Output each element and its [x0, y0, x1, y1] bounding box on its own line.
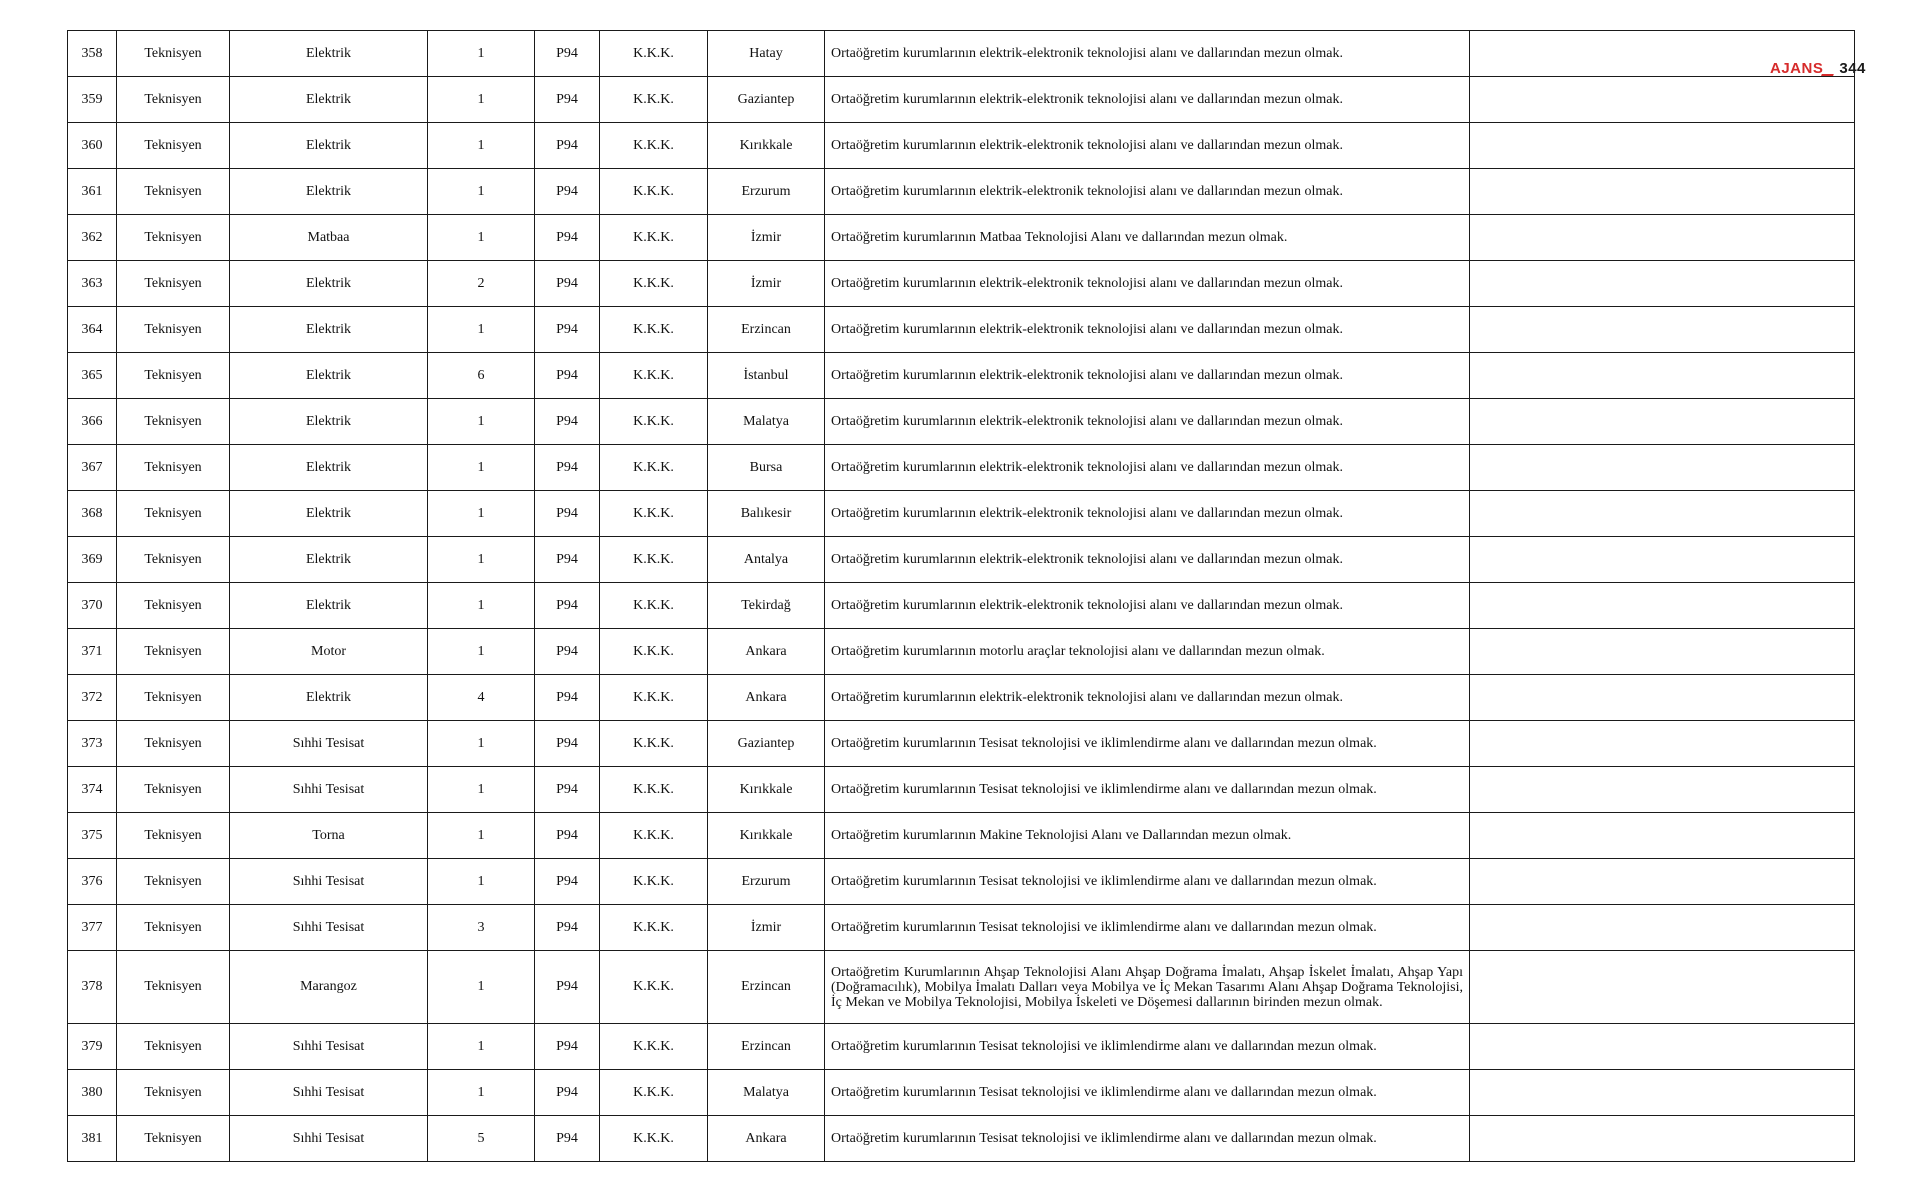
position-title-cell: Teknisyen [117, 123, 230, 169]
requirement-cell: Ortaöğretim kurumlarının Makine Teknolojisi Alanı ve Dallarından mezun olmak. [825, 813, 1470, 859]
row-number-cell: 361 [68, 169, 117, 215]
city-cell: Kırıkkale [708, 123, 825, 169]
row-number-cell: 367 [68, 445, 117, 491]
unit-cell: K.K.K. [600, 583, 708, 629]
city-cell: Ankara [708, 675, 825, 721]
table-row [68, 215, 1855, 261]
quota-count-cell: 1 [428, 583, 535, 629]
kpss-code-cell: P94 [535, 1070, 600, 1116]
table-row [68, 813, 1855, 859]
branch-cell: Elektrik [230, 445, 428, 491]
unit-cell: K.K.K. [600, 1116, 708, 1162]
notes-cell [1470, 951, 1855, 1024]
city-cell: Hatay [708, 31, 825, 77]
branch-cell: Elektrik [230, 675, 428, 721]
requirement-cell: Ortaöğretim kurumlarının Tesisat teknolojisi ve iklimlendirme alanı ve dallarından mezun olmak. [825, 1116, 1470, 1162]
row-number-cell: 358 [68, 31, 117, 77]
row-number-cell: 369 [68, 537, 117, 583]
branch-cell: Elektrik [230, 353, 428, 399]
notes-cell [1470, 675, 1855, 721]
unit-cell: K.K.K. [600, 77, 708, 123]
quota-count-cell: 1 [428, 813, 535, 859]
position-title-cell: Teknisyen [117, 445, 230, 491]
notes-cell [1470, 307, 1855, 353]
row-number-cell: 373 [68, 721, 117, 767]
notes-cell [1470, 1070, 1855, 1116]
row-number-cell: 381 [68, 1116, 117, 1162]
requirement-cell: Ortaöğretim kurumlarının Tesisat teknolojisi ve iklimlendirme alanı ve dallarından mezun olmak. [825, 767, 1470, 813]
row-number-cell: 364 [68, 307, 117, 353]
branch-cell: Torna [230, 813, 428, 859]
position-title-cell: Teknisyen [117, 1116, 230, 1162]
unit-cell: K.K.K. [600, 905, 708, 951]
kpss-code-cell: P94 [535, 261, 600, 307]
table-row [68, 537, 1855, 583]
city-cell: Erzincan [708, 307, 825, 353]
table-row [68, 767, 1855, 813]
quota-count-cell: 1 [428, 1024, 535, 1070]
table-row [68, 399, 1855, 445]
branch-cell: Elektrik [230, 307, 428, 353]
notes-cell [1470, 629, 1855, 675]
position-title-cell: Teknisyen [117, 629, 230, 675]
requirement-cell: Ortaöğretim kurumlarının elektrik-elektronik teknolojisi alanı ve dallarından mezun olmak. [825, 491, 1470, 537]
branch-cell: Elektrik [230, 31, 428, 77]
unit-cell: K.K.K. [600, 353, 708, 399]
table-row [68, 1116, 1855, 1162]
kpss-code-cell: P94 [535, 767, 600, 813]
requirement-cell: Ortaöğretim kurumlarının Tesisat teknolojisi ve iklimlendirme alanı ve dallarından mezun olmak. [825, 721, 1470, 767]
city-cell: Balıkesir [708, 491, 825, 537]
city-cell: Kırıkkale [708, 813, 825, 859]
quota-count-cell: 2 [428, 261, 535, 307]
table-row [68, 445, 1855, 491]
quota-count-cell: 1 [428, 169, 535, 215]
table-row [68, 583, 1855, 629]
unit-cell: K.K.K. [600, 859, 708, 905]
notes-cell [1470, 399, 1855, 445]
city-cell: Malatya [708, 1070, 825, 1116]
requirement-cell: Ortaöğretim kurumlarının elektrik-elektronik teknolojisi alanı ve dallarından mezun olmak. [825, 123, 1470, 169]
notes-cell [1470, 813, 1855, 859]
notes-cell [1470, 123, 1855, 169]
table-row [68, 307, 1855, 353]
logo-text-ajans: AJANS [1770, 59, 1824, 77]
table-row [68, 353, 1855, 399]
city-cell: İzmir [708, 215, 825, 261]
unit-cell: K.K.K. [600, 1024, 708, 1070]
row-number-cell: 362 [68, 215, 117, 261]
requirement-cell: Ortaöğretim kurumlarının Matbaa Teknolojisi Alanı ve dallarından mezun olmak. [825, 215, 1470, 261]
row-number-cell: 371 [68, 629, 117, 675]
quota-count-cell: 4 [428, 675, 535, 721]
unit-cell: K.K.K. [600, 537, 708, 583]
position-title-cell: Teknisyen [117, 951, 230, 1024]
position-title-cell: Teknisyen [117, 353, 230, 399]
city-cell: Erzincan [708, 951, 825, 1024]
unit-cell: K.K.K. [600, 307, 708, 353]
notes-cell [1470, 445, 1855, 491]
branch-cell: Elektrik [230, 169, 428, 215]
row-number-cell: 370 [68, 583, 117, 629]
table-row [68, 675, 1855, 721]
unit-cell: K.K.K. [600, 261, 708, 307]
quota-count-cell: 1 [428, 767, 535, 813]
quota-count-cell: 1 [428, 859, 535, 905]
branch-cell: Sıhhi Tesisat [230, 767, 428, 813]
quota-count-cell: 1 [428, 1070, 535, 1116]
requirement-cell: Ortaöğretim kurumlarının elektrik-elektronik teknolojisi alanı ve dallarından mezun olmak. [825, 307, 1470, 353]
branch-cell: Sıhhi Tesisat [230, 721, 428, 767]
quota-count-cell: 6 [428, 353, 535, 399]
kpss-code-cell: P94 [535, 813, 600, 859]
city-cell: İzmir [708, 905, 825, 951]
unit-cell: K.K.K. [600, 721, 708, 767]
kpss-code-cell: P94 [535, 537, 600, 583]
city-cell: Erzurum [708, 169, 825, 215]
city-cell: İstanbul [708, 353, 825, 399]
requirement-cell: Ortaöğretim kurumlarının Tesisat teknolojisi ve iklimlendirme alanı ve dallarından mezun olmak. [825, 859, 1470, 905]
branch-cell: Elektrik [230, 399, 428, 445]
kpss-code-cell: P94 [535, 721, 600, 767]
quota-count-cell: 1 [428, 399, 535, 445]
notes-cell [1470, 491, 1855, 537]
row-number-cell: 363 [68, 261, 117, 307]
notes-cell [1470, 1024, 1855, 1070]
quota-count-cell: 1 [428, 307, 535, 353]
branch-cell: Sıhhi Tesisat [230, 905, 428, 951]
kpss-code-cell: P94 [535, 399, 600, 445]
branch-cell: Elektrik [230, 123, 428, 169]
position-title-cell: Teknisyen [117, 813, 230, 859]
position-title-cell: Teknisyen [117, 1070, 230, 1116]
city-cell: Erzurum [708, 859, 825, 905]
kpss-code-cell: P94 [535, 169, 600, 215]
kpss-code-cell: P94 [535, 951, 600, 1024]
kpss-code-cell: P94 [535, 491, 600, 537]
quota-count-cell: 1 [428, 123, 535, 169]
city-cell: Tekirdağ [708, 583, 825, 629]
position-title-cell: Teknisyen [117, 859, 230, 905]
table-row [68, 1024, 1855, 1070]
branch-cell: Elektrik [230, 491, 428, 537]
city-cell: Bursa [708, 445, 825, 491]
position-title-cell: Teknisyen [117, 399, 230, 445]
table-row [68, 77, 1855, 123]
position-title-cell: Teknisyen [117, 169, 230, 215]
kpss-code-cell: P94 [535, 905, 600, 951]
unit-cell: K.K.K. [600, 1070, 708, 1116]
row-number-cell: 372 [68, 675, 117, 721]
unit-cell: K.K.K. [600, 169, 708, 215]
branch-cell: Elektrik [230, 261, 428, 307]
unit-cell: K.K.K. [600, 675, 708, 721]
row-number-cell: 376 [68, 859, 117, 905]
kpss-code-cell: P94 [535, 1024, 600, 1070]
branch-cell: Elektrik [230, 77, 428, 123]
city-cell: Ankara [708, 1116, 825, 1162]
position-title-cell: Teknisyen [117, 905, 230, 951]
city-cell: Ankara [708, 629, 825, 675]
kpss-code-cell: P94 [535, 31, 600, 77]
requirement-cell: Ortaöğretim kurumlarının elektrik-elektronik teknolojisi alanı ve dallarından mezun olmak. [825, 399, 1470, 445]
notes-cell [1470, 859, 1855, 905]
branch-cell: Matbaa [230, 215, 428, 261]
branch-cell: Marangoz [230, 951, 428, 1024]
table-row [68, 721, 1855, 767]
notes-cell [1470, 353, 1855, 399]
row-number-cell: 374 [68, 767, 117, 813]
requirement-cell: Ortaöğretim kurumlarının Tesisat teknolojisi ve iklimlendirme alanı ve dallarından mezun olmak. [825, 1024, 1470, 1070]
unit-cell: K.K.K. [600, 445, 708, 491]
unit-cell: K.K.K. [600, 767, 708, 813]
city-cell: Erzincan [708, 1024, 825, 1070]
row-number-cell: 359 [68, 77, 117, 123]
table-row [68, 1070, 1855, 1116]
quota-count-cell: 1 [428, 951, 535, 1024]
notes-cell [1470, 77, 1855, 123]
position-title-cell: Teknisyen [117, 77, 230, 123]
kpss-code-cell: P94 [535, 629, 600, 675]
kpss-code-cell: P94 [535, 583, 600, 629]
city-cell: Kırıkkale [708, 767, 825, 813]
requirement-cell: Ortaöğretim kurumlarının Tesisat teknolojisi ve iklimlendirme alanı ve dallarından mezun olmak. [825, 905, 1470, 951]
kpss-code-cell: P94 [535, 859, 600, 905]
logo-text-number: 344 [1839, 59, 1866, 77]
quota-count-cell: 1 [428, 445, 535, 491]
branch-cell: Motor [230, 629, 428, 675]
quota-count-cell: 1 [428, 31, 535, 77]
requirement-cell: Ortaöğretim kurumlarının elektrik-elektronik teknolojisi alanı ve dallarından mezun olmak. [825, 77, 1470, 123]
row-number-cell: 379 [68, 1024, 117, 1070]
position-title-cell: Teknisyen [117, 583, 230, 629]
city-cell: Antalya [708, 537, 825, 583]
table-row [68, 491, 1855, 537]
requirement-cell: Ortaöğretim kurumlarının elektrik-elektronik teknolojisi alanı ve dallarından mezun olmak. [825, 169, 1470, 215]
notes-cell [1470, 721, 1855, 767]
unit-cell: K.K.K. [600, 813, 708, 859]
notes-cell [1470, 767, 1855, 813]
kpss-code-cell: P94 [535, 215, 600, 261]
table-row [68, 31, 1855, 77]
requirement-cell: Ortaöğretim kurumlarının elektrik-elektronik teknolojisi alanı ve dallarından mezun olmak. [825, 261, 1470, 307]
requirement-cell: Ortaöğretim kurumlarının elektrik-elektronik teknolojisi alanı ve dallarından mezun olmak. [825, 675, 1470, 721]
table-row [68, 169, 1855, 215]
position-title-cell: Teknisyen [117, 307, 230, 353]
table-body [68, 31, 1855, 1162]
quota-count-cell: 1 [428, 77, 535, 123]
branch-cell: Sıhhi Tesisat [230, 1116, 428, 1162]
row-number-cell: 365 [68, 353, 117, 399]
unit-cell: K.K.K. [600, 491, 708, 537]
unit-cell: K.K.K. [600, 951, 708, 1024]
branch-cell: Sıhhi Tesisat [230, 859, 428, 905]
branch-cell: Elektrik [230, 537, 428, 583]
row-number-cell: 380 [68, 1070, 117, 1116]
requirement-cell: Ortaöğretim kurumlarının Tesisat teknolojisi ve iklimlendirme alanı ve dallarından mezun olmak. [825, 1070, 1470, 1116]
position-title-cell: Teknisyen [117, 721, 230, 767]
table-row [68, 261, 1855, 307]
kpss-code-cell: P94 [535, 445, 600, 491]
quota-count-cell: 1 [428, 721, 535, 767]
city-cell: Gaziantep [708, 721, 825, 767]
notes-cell [1470, 215, 1855, 261]
row-number-cell: 368 [68, 491, 117, 537]
kpss-code-cell: P94 [535, 123, 600, 169]
position-table [67, 30, 1855, 1162]
branch-cell: Elektrik [230, 583, 428, 629]
position-title-cell: Teknisyen [117, 491, 230, 537]
row-number-cell: 360 [68, 123, 117, 169]
quota-count-cell: 1 [428, 629, 535, 675]
requirement-cell: Ortaöğretim Kurumlarının Ahşap Teknolojisi Alanı Ahşap Doğrama İmalatı, Ahşap İskelet İmalatı, Ahşap Yapı (Doğramacılık), Mobilya İmalatı Dalları veya Mobilya ve İç Mekan Tasarımı Alanı Ahşap Doğrama Teknolojisi, İç Mekan ve Mobilya Teknolojisi, Mobilya İskeleti ve Döşemesi dallarının birinden mezun olmak. [825, 951, 1470, 1024]
position-title-cell: Teknisyen [117, 215, 230, 261]
position-title-cell: Teknisyen [117, 767, 230, 813]
position-title-cell: Teknisyen [117, 537, 230, 583]
unit-cell: K.K.K. [600, 629, 708, 675]
position-title-cell: Teknisyen [117, 261, 230, 307]
notes-cell [1470, 537, 1855, 583]
table-row [68, 859, 1855, 905]
position-title-cell: Teknisyen [117, 1024, 230, 1070]
kpss-code-cell: P94 [535, 77, 600, 123]
branch-cell: Sıhhi Tesisat [230, 1070, 428, 1116]
table-row [68, 951, 1855, 1024]
branch-cell: Sıhhi Tesisat [230, 1024, 428, 1070]
notes-cell [1470, 905, 1855, 951]
kpss-code-cell: P94 [535, 353, 600, 399]
quota-count-cell: 5 [428, 1116, 535, 1162]
unit-cell: K.K.K. [600, 31, 708, 77]
requirement-cell: Ortaöğretim kurumlarının elektrik-elektronik teknolojisi alanı ve dallarından mezun olmak. [825, 537, 1470, 583]
quota-count-cell: 3 [428, 905, 535, 951]
kpss-code-cell: P94 [535, 675, 600, 721]
unit-cell: K.K.K. [600, 399, 708, 445]
requirement-cell: Ortaöğretim kurumlarının elektrik-elektronik teknolojisi alanı ve dallarından mezun olmak. [825, 31, 1470, 77]
quota-count-cell: 1 [428, 537, 535, 583]
row-number-cell: 366 [68, 399, 117, 445]
unit-cell: K.K.K. [600, 215, 708, 261]
requirement-cell: Ortaöğretim kurumlarının motorlu araçlar teknolojisi alanı ve dallarından mezun olmak. [825, 629, 1470, 675]
requirement-cell: Ortaöğretim kurumlarının elektrik-elektronik teknolojisi alanı ve dallarından mezun olmak. [825, 445, 1470, 491]
requirement-cell: Ortaöğretim kurumlarının elektrik-elektronik teknolojisi alanı ve dallarından mezun olmak. [825, 583, 1470, 629]
row-number-cell: 378 [68, 951, 117, 1024]
notes-cell [1470, 261, 1855, 307]
table-row [68, 123, 1855, 169]
unit-cell: K.K.K. [600, 123, 708, 169]
quota-count-cell: 1 [428, 491, 535, 537]
notes-cell [1470, 583, 1855, 629]
position-title-cell: Teknisyen [117, 675, 230, 721]
kpss-code-cell: P94 [535, 1116, 600, 1162]
requirement-cell: Ortaöğretim kurumlarının elektrik-elektronik teknolojisi alanı ve dallarından mezun olmak. [825, 353, 1470, 399]
notes-cell [1470, 31, 1855, 77]
notes-cell [1470, 169, 1855, 215]
position-title-cell: Teknisyen [117, 31, 230, 77]
kpss-code-cell: P94 [535, 307, 600, 353]
city-cell: Gaziantep [708, 77, 825, 123]
city-cell: Malatya [708, 399, 825, 445]
city-cell: İzmir [708, 261, 825, 307]
row-number-cell: 375 [68, 813, 117, 859]
table-row [68, 905, 1855, 951]
notes-cell [1470, 1116, 1855, 1162]
quota-count-cell: 1 [428, 215, 535, 261]
row-number-cell: 377 [68, 905, 117, 951]
table-row [68, 629, 1855, 675]
